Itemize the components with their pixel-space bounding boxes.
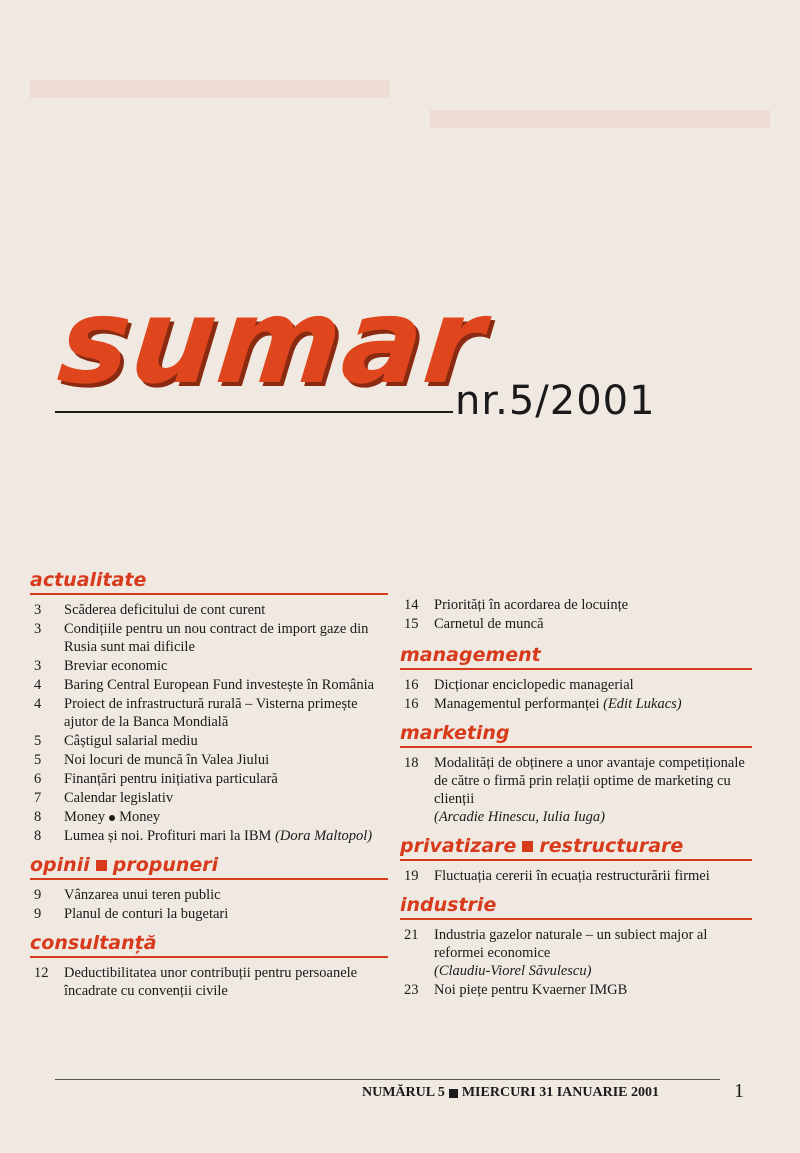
toc-entry-title: Lumea și noi. Profituri mari la IBM: [64, 828, 272, 844]
toc-entry-title: Money: [119, 809, 161, 825]
toc-entry-text: [64, 601, 388, 619]
toc-entry-text: [434, 596, 752, 614]
section-heading: [400, 721, 752, 748]
toc-entry-title: Condițiile pentru un nou contract de import gaze din Rusia sunt mai dificile: [64, 621, 369, 655]
toc-entry-title: Deductibilitatea unor contribuții pentru persoanele încadrate cu convenții civile: [64, 965, 358, 999]
toc-page-number: 12: [34, 965, 49, 981]
toc-entry-title: Money: [64, 809, 106, 825]
toc-entry[interactable]: [30, 751, 388, 769]
toc-page-number: 8: [34, 828, 42, 844]
continued-entries: [400, 596, 752, 633]
toc-section: [400, 893, 752, 999]
masthead-title: sumar: [52, 272, 493, 410]
toc-entry[interactable]: [400, 596, 752, 614]
toc-entry[interactable]: [400, 676, 752, 694]
toc-entry-text: [64, 751, 388, 769]
toc-section: [400, 834, 752, 885]
toc-entry-title: Scăderea deficitului de cont curent: [64, 602, 266, 618]
toc-entry-title: Calendar legislativ: [64, 790, 174, 806]
toc-page-number: 21: [404, 927, 419, 943]
toc-section: [30, 853, 388, 923]
toc-section: [30, 568, 388, 845]
section-heading-text: marketing: [400, 722, 510, 744]
square-bullet-icon: [96, 860, 107, 871]
toc-entry-text: [64, 789, 388, 807]
section-heading-text: actualitate: [30, 569, 147, 591]
toc-entry-title: Dicționar enciclopedic managerial: [434, 677, 634, 693]
toc-entry-title: Breviar economic: [64, 658, 168, 674]
footer-date: MIERCURI 31 IANUARIE 2001: [461, 1085, 660, 1100]
toc-entry[interactable]: [30, 886, 388, 904]
toc-entry-text: [434, 615, 752, 633]
toc-entry-text: [434, 754, 752, 826]
issue-number: nr.5/2001: [455, 378, 656, 424]
contents-left-column: [30, 568, 388, 1006]
section-heading-text: consultanță: [30, 932, 157, 954]
toc-page-number: 16: [404, 677, 419, 693]
toc-entry-text: [64, 732, 388, 750]
toc-entry-author: (Dora Maltopol): [275, 828, 373, 844]
section-heading: [30, 568, 388, 595]
toc-page-number: 4: [34, 696, 42, 712]
toc-entry-text: [64, 886, 388, 904]
toc-page-number: 3: [34, 621, 42, 637]
toc-entry-author: (Edit Lukacs): [603, 696, 682, 712]
toc-entry-text: [64, 695, 388, 731]
toc-page-number: 16: [404, 696, 419, 712]
toc-entry-text: [434, 676, 752, 694]
section-heading-text: privatizare: [400, 835, 517, 857]
toc-page-number: 5: [34, 752, 42, 768]
toc-entry[interactable]: [30, 808, 388, 826]
section-heading-text: management: [400, 644, 541, 666]
toc-entry[interactable]: [400, 615, 752, 633]
section-heading: [400, 893, 752, 920]
toc-page-number: 19: [404, 868, 419, 884]
toc-page-number: 18: [404, 755, 419, 771]
square-bullet-icon: [522, 841, 533, 852]
toc-entry-title: Modalități de obținere a unor avantaje competiționale de către o firmă prin relații optime de marketing cu clienții: [434, 755, 745, 807]
toc-entry-title: Carnetul de muncă: [434, 616, 544, 632]
section-heading: [400, 643, 752, 670]
toc-entry-author: (Arcadie Hinescu, Iulia Iuga): [434, 809, 605, 825]
toc-section: [400, 643, 752, 713]
toc-page-number: 6: [34, 771, 42, 787]
toc-entry-text: [64, 657, 388, 675]
section-heading-text: industrie: [400, 894, 497, 916]
toc-entry-title: Noi piețe pentru Kvaerner IMGB: [434, 982, 628, 998]
toc-page-number: 5: [34, 733, 42, 749]
square-bullet-icon: [449, 1089, 458, 1098]
toc-entry[interactable]: [30, 620, 388, 656]
toc-entry[interactable]: [30, 601, 388, 619]
toc-entry[interactable]: [30, 905, 388, 923]
toc-entry-title: Planul de conturi la bugetari: [64, 906, 229, 922]
toc-entry-title: Noi locuri de muncă în Valea Jiului: [64, 752, 270, 768]
toc-entry-title: Baring Central European Fund investește în România: [64, 677, 375, 693]
toc-entry-text: [434, 695, 752, 713]
toc-entry-title: Industria gazelor naturale – un subiect major al reformei economice: [434, 927, 708, 961]
toc-entry-title: Managementul performanței: [434, 696, 600, 712]
footer-rule: [55, 1079, 720, 1080]
toc-entry-text: [434, 981, 752, 999]
toc-page-number: 7: [34, 790, 42, 806]
page-number: 1: [734, 1080, 744, 1102]
toc-entry[interactable]: [400, 754, 752, 826]
toc-entry-text: [64, 620, 388, 656]
section-heading: [30, 931, 388, 958]
toc-page-number: 8: [34, 809, 42, 825]
contents-right-column: [400, 596, 752, 1005]
toc-page-number: 15: [404, 616, 419, 632]
toc-page-number: 3: [34, 658, 42, 674]
toc-entry-title: Câștigul salarial mediu: [64, 733, 198, 749]
footer-issue-line: [362, 1085, 659, 1101]
toc-entry-title: Proiect de infrastructură rurală – Visterna primește ajutor de la Banca Mondială: [64, 696, 358, 730]
section-heading: [400, 834, 752, 861]
section-heading: [30, 853, 388, 880]
toc-section: [30, 931, 388, 1000]
toc-section: [400, 721, 752, 826]
toc-page-number: 9: [34, 887, 42, 903]
toc-entry-text: [434, 867, 752, 885]
toc-page-number: 3: [34, 602, 42, 618]
toc-page-number: 23: [404, 982, 419, 998]
toc-entry-title: Priorități în acordarea de locuințe: [434, 597, 629, 613]
toc-entry-text: [64, 676, 388, 694]
toc-entry[interactable]: [30, 789, 388, 807]
toc-page-number: 9: [34, 906, 42, 922]
toc-entry-text: [64, 770, 388, 788]
toc-entry-text: [64, 808, 388, 826]
toc-page-number: 14: [404, 597, 419, 613]
toc-entry[interactable]: [30, 964, 388, 1000]
bullet-icon: [109, 815, 115, 821]
toc-entry-text: [64, 827, 388, 845]
toc-entry-text: [64, 964, 388, 1000]
section-heading-text: propuneri: [112, 854, 219, 876]
toc-entry[interactable]: [30, 732, 388, 750]
toc-entry[interactable]: [30, 770, 388, 788]
section-heading-text: opinii: [30, 854, 90, 876]
toc-entry[interactable]: [400, 926, 752, 980]
toc-entry-text: [434, 926, 752, 980]
toc-entry-author: (Claudiu-Viorel Săvulescu): [434, 963, 592, 979]
toc-entry[interactable]: [30, 657, 388, 675]
toc-entry-title: Finanțări pentru inițiativa particulară: [64, 771, 278, 787]
toc-page-number: 4: [34, 677, 42, 693]
masthead-rule: [55, 411, 453, 413]
toc-entry[interactable]: [400, 695, 752, 713]
section-heading-text: restructurare: [539, 835, 684, 857]
toc-entry[interactable]: [30, 827, 388, 845]
toc-entry-title: Fluctuația cererii în ecuația restructurării firmei: [434, 868, 710, 884]
footer-issue-label: NUMĂRUL 5: [362, 1085, 445, 1100]
toc-entry[interactable]: [30, 695, 388, 731]
toc-entry-title: Vânzarea unui teren public: [64, 887, 221, 903]
toc-entry[interactable]: [400, 867, 752, 885]
toc-entry-text: [64, 905, 388, 923]
toc-entry[interactable]: [30, 676, 388, 694]
toc-entry[interactable]: [400, 981, 752, 999]
bleed-through-decoration: [30, 80, 390, 258]
